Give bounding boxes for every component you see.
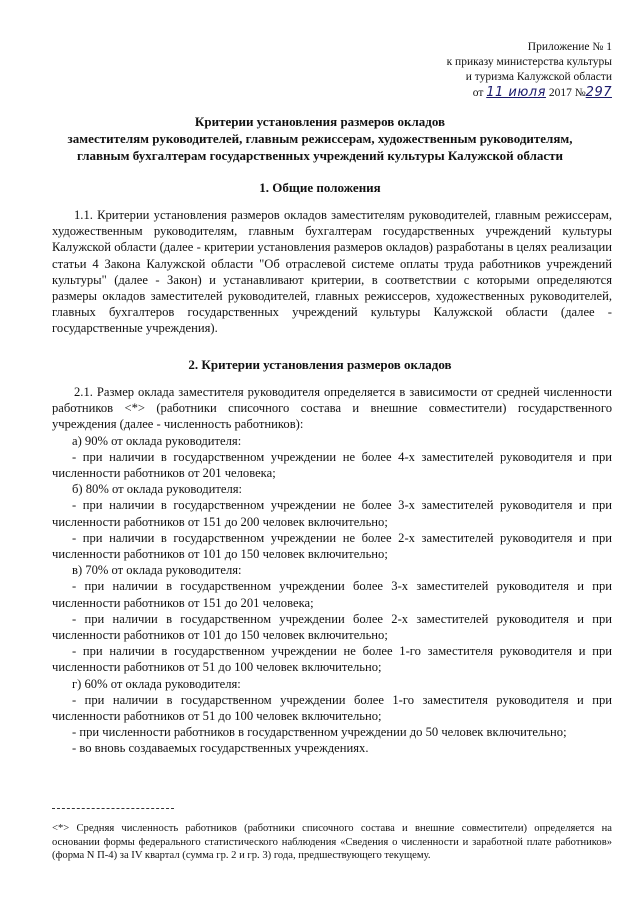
item-c-3: - при наличии в государственном учреждении не более 1-го заместителя руководителя и при численности работников от 51 до 100 человек включительно; [52, 644, 612, 675]
appendix-header [412, 40, 612, 101]
handwritten-number: 297 [585, 85, 612, 100]
title-line-2: заместителям руководителей, главным режиссерам, художественным руководителям, [67, 131, 573, 146]
item-c: в) 70% от оклада руководителя: [72, 563, 242, 578]
title-line-1: Критерии установления размеров окладов [194, 114, 446, 129]
section-2-heading: 2. Критерии установления размеров окладов [188, 357, 452, 372]
number-prefix: № [574, 87, 586, 99]
item-d-3: - во вновь создаваемых государственных учреждениях. [72, 741, 369, 756]
item-c-2: - при наличии в государственном учреждении более 2-х заместителей руководителя и при численности работников от 101 до 150 человек включительно; [52, 611, 612, 643]
item-a-1: - при наличии в государственном учреждении не более 4-х заместителей руководителя и при численности работников от 201 человека; [52, 449, 612, 481]
section-1-heading: 1. Общие положения [259, 180, 381, 195]
appendix-date-line [412, 85, 612, 101]
item-d-2: - при численности работников в государственном учреждении до 50 человек включительно; [72, 725, 567, 740]
paragraph-1-1: 1.1. Критерии установления размеров окладов заместителям руководителей, главным режиссерам, художественным руководителям, главным бухгалтерам государственных учреждений культуры Калужской области (далее - критерии установления размеров окладов) разработаны в целях реализации статьи 4 Закона Калужской области "Об отраслевой системе оплаты труда работников учреждений культуры" (далее - Закон) и устанавливают критерии, в соответствии с которыми определяются размеры окладов заместителей руководителей, главных режиссеров, художественных руководителей, главных бухгалтеров государственных учреждений культуры Калужской области (далее - государственные учреждения). [52, 208, 612, 336]
appendix-ministry-line: и туризма Калужской области [465, 71, 612, 83]
item-b-2: - при наличии в государственном учреждении не более 2-х заместителей руководителя и при численности работников от 101 до 150 человек включительно; [52, 530, 612, 562]
item-d-1: - при наличии в государственном учреждении более 1-го заместителя руководителя и при численности работников от 51 до 100 человек включительно; [52, 692, 612, 724]
item-a: а) 90% от оклада руководителя: [72, 433, 242, 448]
appendix-title: Приложение № 1 [527, 41, 612, 53]
footnote-separator [52, 808, 174, 809]
appendix-order-line: к приказу министерства культуры [446, 56, 612, 68]
handwritten-date: 11 июля [486, 85, 546, 100]
document-title [30, 113, 610, 164]
item-b-1: - при наличии в государственном учреждении не более 3-х заместителей руководителя и при численности работников от 151 до 200 человек включительно; [52, 498, 612, 529]
item-c-1: - при наличии в государственном учреждении более 3-х заместителей руководителя и при численности работников от 151 до 201 человека; [52, 579, 612, 610]
footnote: <*> Средняя численность работников (работники списочного состава и внешние совместители) определяется на основании формы федерального статистического наблюдения «Сведения о численности и заработной плате работников» (форма N П-4) за IV квартал (сумма гр. 2 и гр. 3) года, предшествующего текущему. [52, 823, 612, 861]
title-line-3: главным бухгалтерам государственных учреждений культуры Калужской области [76, 148, 564, 163]
item-b: б) 80% от оклада руководителя: [72, 482, 243, 497]
section-1-body [52, 207, 612, 337]
item-d: г) 60% от оклада руководителя: [72, 676, 241, 691]
section-2-body [52, 384, 612, 757]
year: 2017 [548, 87, 572, 99]
paragraph-2-1: 2.1. Размер оклада заместителя руководителя определяется в зависимости от средней численности работников <*> (работники списочного состава и внешние совместители) государственного учреждения (далее - численность работников): [52, 385, 612, 432]
date-prefix: от [472, 87, 484, 99]
